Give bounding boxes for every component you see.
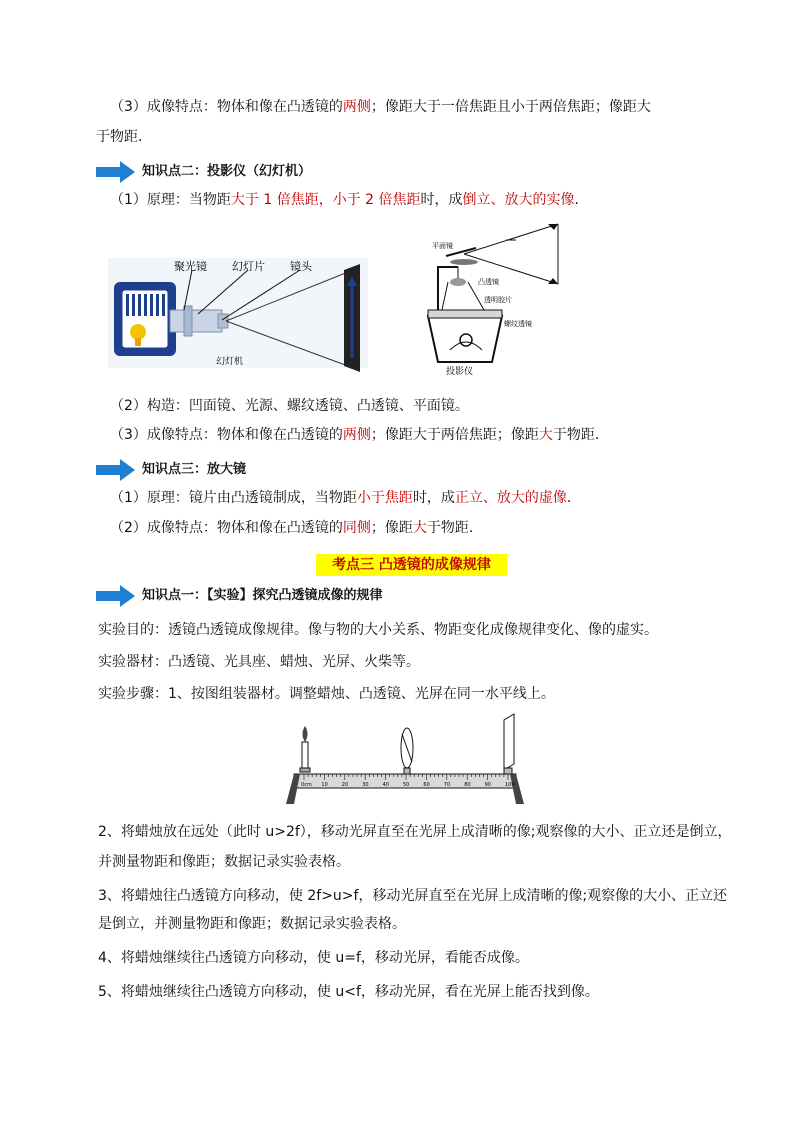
paragraph-image-traits-1-cont: 于物距. xyxy=(96,129,143,145)
arrow-right-icon xyxy=(96,584,136,608)
optical-bench-diagram xyxy=(286,712,524,806)
label-convex-lens: 凸透镜 xyxy=(478,278,499,286)
overhead-projector-diagram xyxy=(418,222,586,380)
caption-overhead-projector: 投影仪 xyxy=(446,367,474,377)
label-condenser: 聚光镜 xyxy=(174,260,207,273)
paragraph-experiment-goal: 实验目的：透镜凸透镜成像规律。像与物的大小关系、物距变化成像规律变化、像的虚实。 xyxy=(98,622,658,638)
label-slide: 幻灯片 xyxy=(232,260,265,273)
label-plane-mirror: 平面镜 xyxy=(432,242,453,250)
paragraph-image-traits-1: （3）成像特点：物体和像在凸透镜的两侧；像距大于一倍焦距且小于两倍焦距；像距大 xyxy=(110,99,651,115)
caption-slide-projector: 幻灯机 xyxy=(216,357,244,367)
bench-tick-label: 10 xyxy=(321,782,328,788)
paragraph-magnifier-principle: （1）原理：镜片由凸透镜制成，当物距小于焦距时，成正立、放大的虚像. xyxy=(110,490,572,506)
bench-tick-label: 20 xyxy=(341,782,349,788)
bench-tick-label: 100 xyxy=(505,782,515,788)
paragraph-magnifier-traits: （2）成像特点：物体和像在凸透镜的同侧；像距大于物距. xyxy=(110,520,474,536)
bench-tick-label: 70 xyxy=(443,782,451,788)
paragraph-step4: 4、将蜡烛继续往凸透镜方向移动，使 u=f，移动光屏，看能否成像。 xyxy=(98,950,529,966)
paragraph-projector-structure: （2）构造：凹面镜、光源、螺纹透镜、凸透镜、平面镜。 xyxy=(110,398,469,414)
paragraph-step2-line2: 并测量物距和像距；数据记录实验表格。 xyxy=(98,854,350,870)
paragraph-step3-line2: 是倒立，并测量物距和像距；数据记录实验表格。 xyxy=(98,916,406,932)
bench-tick-label: 0cm xyxy=(301,782,312,788)
paragraph-experiment-step1: 实验步骤：1、按图组装器材。调整蜡烛、凸透镜、光屏在同一水平线上。 xyxy=(98,686,555,702)
paragraph-projector-traits: （3）成像特点：物体和像在凸透镜的两侧；像距大于两倍焦距；像距大于物距. xyxy=(110,427,600,443)
paragraph-step5: 5、将蜡烛继续往凸透镜方向移动，使 u<f，移动光屏，看在光屏上能否找到像。 xyxy=(98,984,599,1000)
paragraph-projector-principle: （1）原理：当物距大于 1 倍焦距，小于 2 倍焦距时，成倒立、放大的实像. xyxy=(110,192,579,208)
bench-tick-label: 90 xyxy=(484,782,491,788)
heading-knowledge-point-3: 知识点三：放大镜 xyxy=(142,462,247,477)
bench-tick-label: 60 xyxy=(423,782,430,788)
label-fresnel-lens: 螺纹透镜 xyxy=(504,320,532,328)
arrow-right-icon xyxy=(96,160,136,184)
bench-tick-label: 50 xyxy=(403,782,410,788)
label-lens: 镜头 xyxy=(290,260,312,273)
paragraph-step2-line1: 2、将蜡烛放在远处（此时 u>2f），移动光屏直至在光屏上成清晰的像;观察像的大小、正立还是倒立， xyxy=(98,824,732,840)
paragraph-step3-line1: 3、将蜡烛往凸透镜方向移动，使 2f>u>f，移动光屏直至在光屏上成清晰的像;观察像的大小、正立还 xyxy=(98,888,728,904)
bench-tick-label: 30 xyxy=(362,782,369,788)
heading-knowledge-point-2: 知识点二：投影仪（幻灯机） xyxy=(142,164,312,179)
label-transparency: 透明胶片 xyxy=(484,296,512,304)
heading-knowledge-point-1: 知识点一：【实验】探究凸透镜成像的规律 xyxy=(142,588,383,603)
section-banner: 考点三 凸透镜的成像规律 xyxy=(316,554,507,576)
paragraph-experiment-materials: 实验器材：凸透镜、光具座、蜡烛、光屏、火柴等。 xyxy=(98,654,420,670)
arrow-right-icon xyxy=(96,458,136,482)
slide-projector-diagram xyxy=(108,248,376,378)
bench-tick-label: 80 xyxy=(464,782,471,788)
bench-tick-label: 40 xyxy=(382,782,389,788)
